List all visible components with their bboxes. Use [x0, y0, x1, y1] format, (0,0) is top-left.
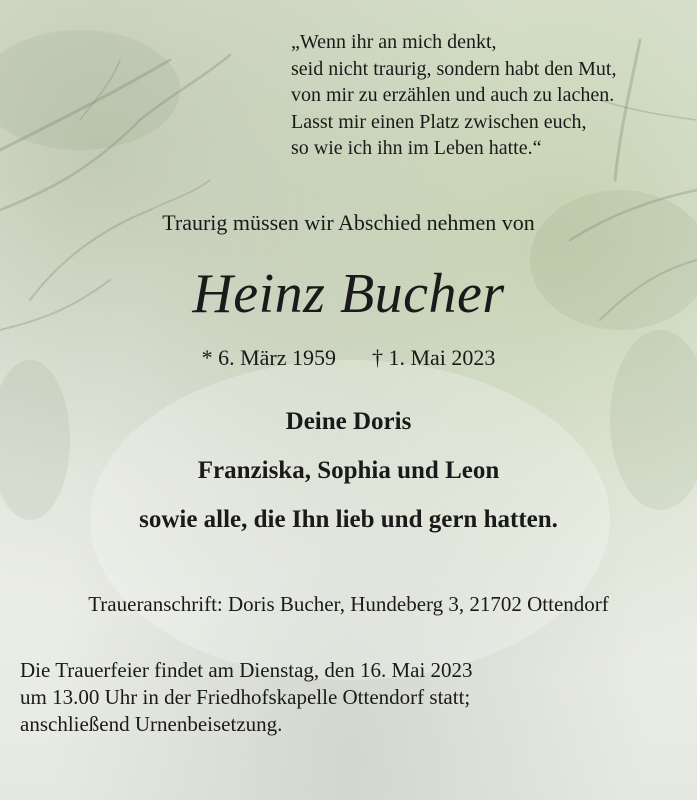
mourning-address: Traueranschrift: Doris Bucher, Hundeberg 3, 21702 Ottendorf: [88, 592, 609, 616]
mourner-line: Deine Doris: [285, 408, 412, 435]
poem-line: so wie ich ihn im Leben hatte.“: [291, 137, 542, 159]
death-date: † 1. Mai 2023: [371, 345, 496, 370]
poem-line: von mir zu erzählen und auch zu lachen.: [291, 84, 615, 106]
poem-line: Lasst mir einen Platz zwischen euch,: [291, 110, 587, 133]
ceremony-line: um 13.00 Uhr in der Friedhofskapelle Ottendorf statt;: [20, 685, 471, 709]
mourner-line: Franziska, Sophia und Leon: [197, 457, 500, 484]
poem-line: seid nicht traurig, sondern habt den Mut,: [291, 57, 617, 80]
life-dates: [0, 345, 697, 371]
intro-text: Traurig müssen wir Abschied nehmen von: [162, 210, 535, 235]
deceased-name: Heinz Bucher: [192, 263, 505, 325]
birth-date: * 6. März 1959: [201, 345, 336, 370]
ceremony-info: [20, 657, 680, 738]
ceremony-line: Die Trauerfeier findet am Dienstag, den 16. Mai 2023: [20, 658, 473, 682]
poem-line: „Wenn ihr an mich denkt,: [291, 31, 497, 53]
ceremony-line: anschließend Urnenbeisetzung.: [20, 712, 283, 736]
poem-quote: [291, 29, 681, 162]
mourner-line: sowie alle, die Ihn lieb und gern hatten.: [139, 506, 558, 533]
